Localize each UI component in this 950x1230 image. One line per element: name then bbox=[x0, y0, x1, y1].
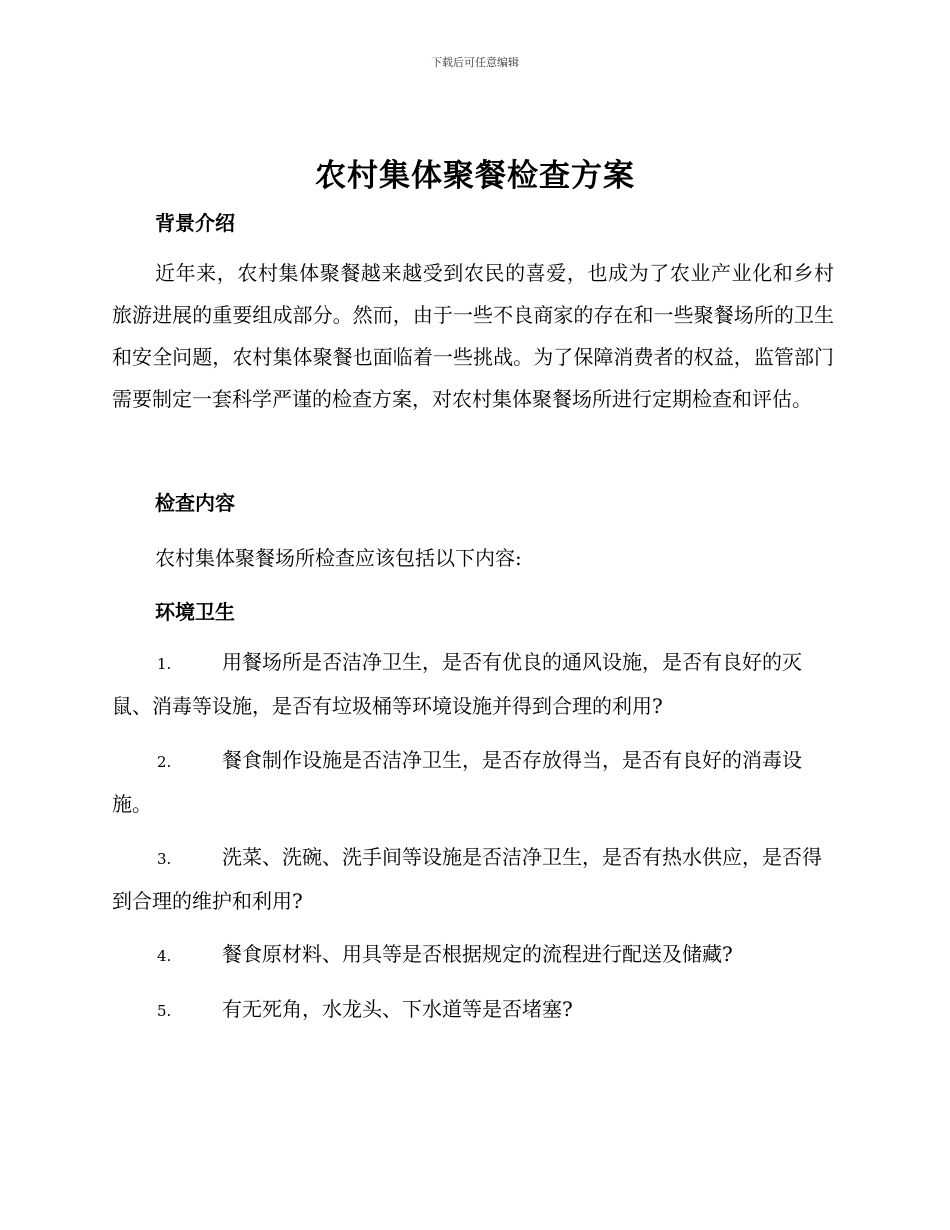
list-item-number: 1. bbox=[157, 655, 172, 673]
list-item-text: 用餐场所是否洁净卫生，是否有优良的通风设施，是否有良好的灭鼠、消毒等设施，是否有垃圾桶等环境设施并得到合理的利用? bbox=[112, 650, 802, 718]
list-item bbox=[112, 988, 834, 1032]
list-item-text: 有无死角，水龙头、下水道等是否堵塞? bbox=[222, 997, 573, 1021]
page-title: 农村集体聚餐检查方案 bbox=[315, 158, 635, 194]
list-item bbox=[112, 641, 834, 727]
list-item-text: 餐食制作设施是否洁净卫生，是否存放得当，是否有良好的消毒设施。 bbox=[112, 748, 802, 816]
paragraph-check-lead: 农村集体聚餐场所检查应该包括以下内容: bbox=[155, 546, 522, 570]
paragraph-background: 近年来，农村集体聚餐越来越受到农民的喜爱，也成为了农业产业化和乡村旅游进展的重要组成部分。然而，由于一些不良商家的存在和一些聚餐场所的卫生和安全问题，农村集体聚餐也面临着一些挑战。为了保障消费者的权益，监管部门需要制定一套科学严谨的检查方案，对农村集体聚餐场所进行定期检查和评估。 bbox=[112, 261, 834, 411]
list-item-number: 2. bbox=[157, 753, 172, 771]
heading-environment: 环境卫生 bbox=[155, 600, 235, 624]
heading-check-content: 检查内容 bbox=[155, 491, 235, 515]
list-item-number: 5. bbox=[157, 1002, 172, 1020]
list-item bbox=[112, 836, 834, 922]
heading-background: 背景介绍 bbox=[155, 211, 235, 235]
list-item bbox=[112, 933, 834, 977]
header-note: 下载后可任意编辑 bbox=[431, 56, 519, 69]
list-item-text: 洗菜、洗碗、洗手间等设施是否洁净卫生，是否有热水供应，是否得到合理的维护和利用? bbox=[112, 845, 822, 913]
list-item bbox=[112, 739, 834, 825]
list-item-number: 4. bbox=[157, 947, 172, 965]
list-item-number: 3. bbox=[157, 850, 172, 868]
list-item-text: 餐食原材料、用具等是否根据规定的流程进行配送及储藏? bbox=[222, 942, 733, 966]
